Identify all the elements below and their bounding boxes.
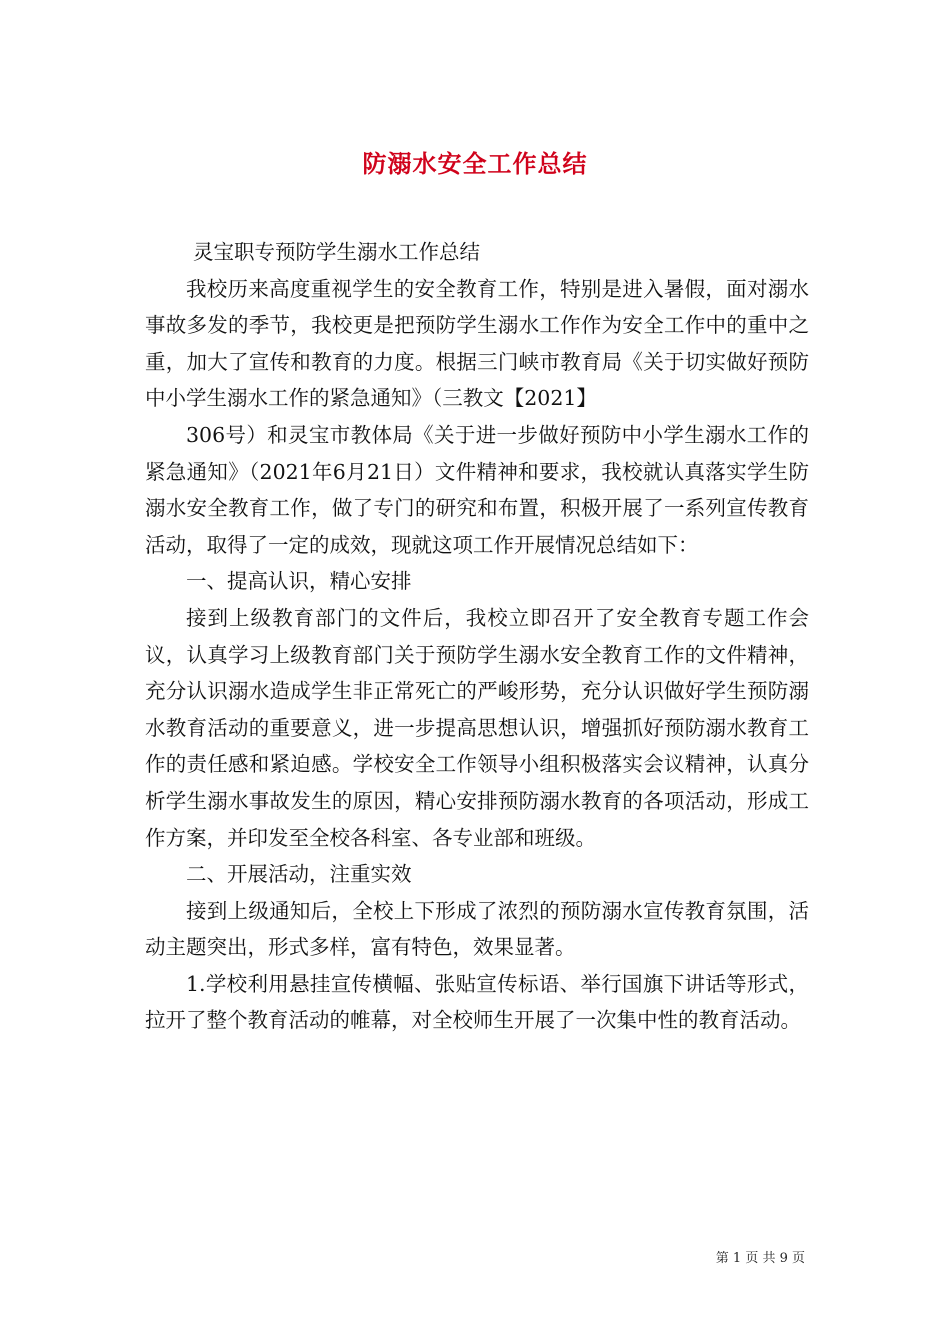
paragraph-section-2: 接到上级通知后，全校上下形成了浓烈的预防溺水宣传教育氛围，活动主题突出，形式多样，富有特色，效果显著。 [145,898,809,960]
section-heading-1: 一、提高认识，精心安排 [186,569,412,594]
paragraph-item-1: 1.学校利用悬挂宣传横幅、张贴宣传标语、举行国旗下讲话等形式，拉开了整个教育活动的帷幕，对全校师生开展了一次集中性的教育活动。 [145,971,809,1033]
document-title: 防溺水安全工作总结 [362,149,588,179]
document-subtitle: 灵宝职专预防学生溺水工作总结 [193,240,480,264]
paragraph-notice: 306号）和灵宝市教体局《关于进一步做好预防中小学生溺水工作的紧急通知》（2021年6月21日）文件精神和要求，我校就认真落实学生防溺水安全教育工作，做了专门的研究和布置，积极开展了一系列宣传教育活动，取得了一定的成效，现就这项工作开展情况总结如下： [145,422,809,557]
page-number: 第 1 页 共 9 页 [715,1251,805,1266]
document-body [145,234,809,1039]
paragraph-section-1: 接到上级教育部门的文件后，我校立即召开了安全教育专题工作会议，认真学习上级教育部门关于预防学生溺水安全教育工作的文件精神，充分认识溺水造成学生非正常死亡的严峻形势，充分认识做好学生预防溺水教育活动的重要意义，进一步提高思想认识，增强抓好预防溺水教育工作的责任感和紧迫感。学校安全工作领导小组积极落实会议精神，认真分析学生溺水事故发生的原因，精心安排预防溺水教育的各项活动，形成工作方案，并印发至全校各科室、各专业部和班级。 [145,605,809,850]
paragraph-intro: 我校历来高度重视学生的安全教育工作，特别是进入暑假，面对溺水事故多发的季节，我校更是把预防学生溺水工作作为安全工作中的重中之重，加大了宣传和教育的力度。根据三门峡市教育局《关于切实做好预防中小学生溺水工作的紧急通知》（三教文【2021】 [145,276,809,411]
section-heading-2: 二、开展活动，注重实效 [186,862,412,887]
